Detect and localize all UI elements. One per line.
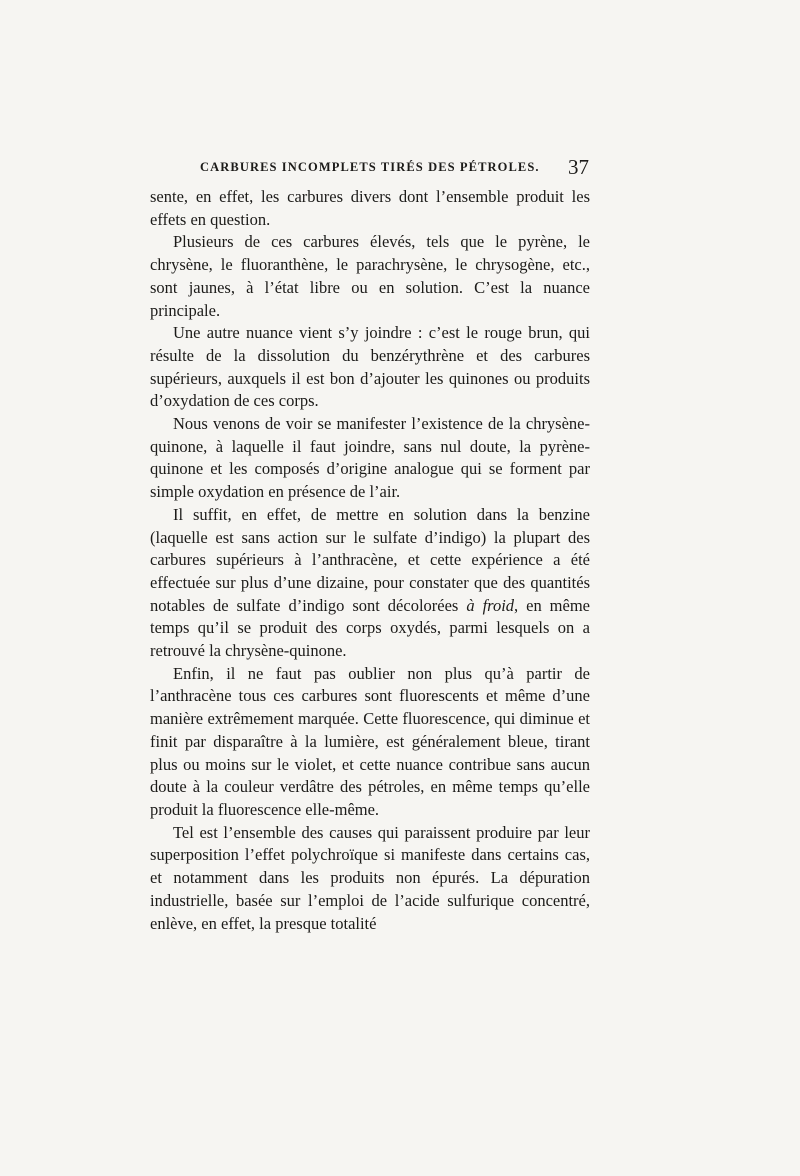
paragraph-4: Nous venons de voir se manifester l’existence de la chrysène-quinone, à laquelle il faut joindre, sans nul doute, la pyrène-quinone et les composés d’origine analogue qui se forment par simple oxydation en présence de l’air.	[150, 414, 590, 502]
paragraph-5-italic: à froid	[466, 595, 515, 615]
paragraph-5-text-after: , en même temps qu’il se produit des corps oxydés, parmi lesquels on a retrouvé la chrysène-quinone.	[150, 595, 591, 661]
page-header	[150, 155, 595, 185]
running-title: CARBURES INCOMPLETS TIRÉS DES PÉTROLES.	[200, 160, 540, 174]
paragraph-1: sente, en effet, les carbures divers dont l’ensemble produit les effets en question.	[150, 187, 590, 229]
paragraph-6: Enfin, il ne faut pas oublier non plus qu’à partir de l’anthracène tous ces carbures sont fluorescents et même d’une manière extrêmement marquée. Cette fluorescence, qui diminue et finit par disparaître à la lumière, est généralement bleue, tirant plus ou moins sur le violet, et cette nuance contribue sans aucun doute à la couleur verdâtre des pétroles, en même temps qu’elle produit la fluorescence elle-même.	[150, 663, 590, 819]
page-number: 37	[568, 155, 589, 179]
paragraph-3: Une autre nuance vient s’y joindre : c’est le rouge brun, qui résulte de la dissolution du benzérythrène et des carbures supérieurs, auxquels il est bon d’ajouter les quinones ou produits d’oxydation de ces corps.	[150, 323, 590, 411]
paragraph-2: Plusieurs de ces carbures élevés, tels que le pyrène, le chrysène, le fluoranthène, le parachrysène, le chrysogène, etc., sont jaunes, à l’état libre ou en solution. C’est la nuance principale.	[150, 232, 590, 320]
paragraph-7: Tel est l’ensemble des causes qui paraissent produire par leur superposition l’effet polychroïque si manifeste dans certains cas, et notamment dans les produits non épurés. La dépuration industrielle, basée sur l’emploi de l’acide sulfurique concentré, enlève, en effet, la presque totalité	[150, 822, 590, 933]
body-text	[150, 186, 590, 935]
paragraph-5-text-before: Il suffit, en effet, de mettre en solution dans la benzine (laquelle est sans action sur le sulfate d’indigo) la plupart des carbures supérieurs à l’anthracène, et cette expérience a été effectuée sur plus d’une dizaine, pour constater que des quantités notables de sulfate d’indigo sont décolorées	[150, 504, 590, 615]
paragraph-5	[150, 504, 590, 663]
